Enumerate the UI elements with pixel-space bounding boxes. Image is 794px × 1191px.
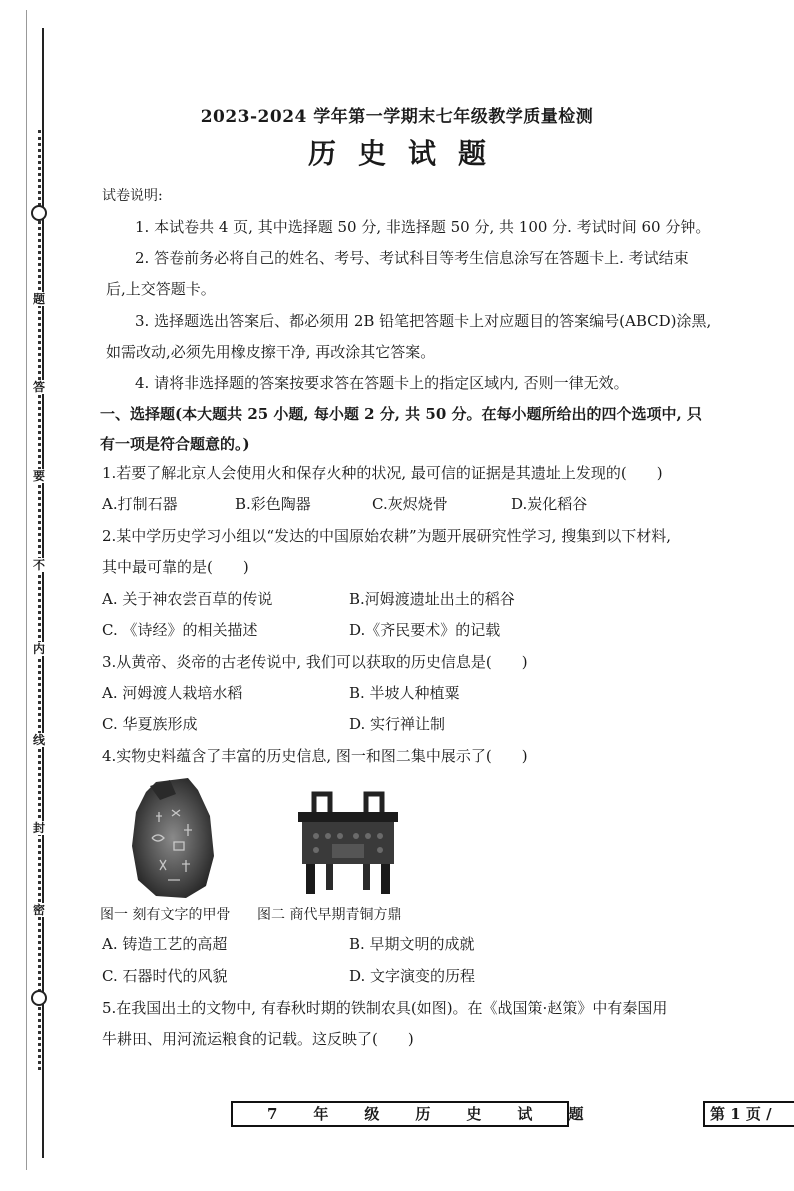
- footer-page-number: 第 1 页 /: [710, 1105, 772, 1123]
- q5-stem-line1: 5.在我国出土的文物中, 有春秋时期的铁制农具(如图)。在《战国策·赵策》中有秦国用: [102, 999, 668, 1017]
- bronze-ding-image: [288, 788, 408, 898]
- q2-option-b: B.河姆渡遗址出土的稻谷: [349, 590, 515, 608]
- q3-option-d: D. 实行禅让制: [349, 715, 446, 733]
- exam-title: 2023-2024 学年第一学期末七年级教学质量检测: [200, 107, 594, 127]
- instruction-2-line2: 后,上交答题卡。: [106, 280, 216, 298]
- binding-outer-line: [26, 10, 27, 1170]
- q4-option-d: D. 文字演变的历程: [349, 967, 476, 985]
- q1-option-b: B.彩色陶器: [235, 495, 311, 513]
- binding-char-4: 不: [30, 558, 48, 572]
- figure2-bronze-ding: [288, 788, 408, 898]
- binding-char-3: 要: [30, 469, 48, 483]
- q2-option-c: C. 《诗经》的相关描述: [102, 621, 258, 639]
- binding-dotted-line: [38, 130, 41, 1070]
- q2-stem-line1: 2.某中学历史学习小组以“发达的中国原始农耕”为题开展研究性学习, 搜集到以下材料,: [102, 527, 671, 545]
- q2-stem-line2: 其中最可靠的是( ): [102, 558, 249, 576]
- footer-subject: 7年级历史试题: [267, 1105, 620, 1123]
- q1-option-c: C.灰烬烧骨: [372, 495, 448, 513]
- q5-stem-line2: 牛耕田、用河流运粮食的记载。这反映了( ): [102, 1030, 414, 1048]
- figure2-caption: 图二 商代早期青铜方鼎: [257, 907, 402, 923]
- binding-char-5: 内: [30, 642, 48, 656]
- q4-option-a: A. 铸造工艺的高超: [102, 935, 228, 953]
- oracle-bone-image: [126, 776, 218, 900]
- instructions-heading: 试卷说明:: [102, 188, 163, 204]
- binding-char-6: 线: [30, 733, 48, 747]
- binding-char-8: 密: [30, 903, 48, 917]
- q3-option-c: C. 华夏族形成: [102, 715, 198, 733]
- q4-option-c: C. 石器时代的风貌: [102, 967, 228, 985]
- instruction-3-line2: 如需改动,必须先用橡皮擦干净, 再改涂其它答案。: [106, 343, 436, 361]
- binding-char-2: 答: [30, 380, 48, 394]
- binding-hole-bottom: [31, 990, 47, 1006]
- binding-hole-top: [31, 205, 47, 221]
- q3-option-b: B. 半坡人种植粟: [349, 684, 460, 702]
- instruction-1: 1. 本试卷共 4 页, 其中选择题 50 分, 非选择题 50 分, 共 100 分. 考试时间 60 分钟。: [135, 218, 711, 236]
- q1-stem: 1.若要了解北京人会使用火和保存火种的状况, 最可信的证据是其遗址上发现的( ): [102, 464, 663, 482]
- q2-option-d: D.《齐民要术》的记载: [349, 621, 501, 639]
- q1-option-a: A.打制石器: [102, 495, 178, 513]
- q2-option-a: A. 关于神农尝百草的传说: [102, 590, 273, 608]
- binding-char-7: 封: [30, 821, 48, 835]
- instruction-3-line1: 3. 选择题选出答案后、都必须用 2B 铅笔把答题卡上对应题目的答案编号(ABCD)涂黑,: [135, 312, 712, 330]
- q3-stem: 3.从黄帝、炎帝的古老传说中, 我们可以获取的历史信息是( ): [102, 653, 528, 671]
- binding-char-1: 题: [30, 292, 48, 306]
- figure1-caption: 图一 刻有文字的甲骨: [100, 907, 231, 923]
- instruction-2-line1: 2. 答卷前务必将自己的姓名、考号、考试科目等考生信息涂写在答题卡上. 考试结束: [135, 249, 689, 267]
- figure1-oracle-bone: [126, 776, 218, 900]
- section1-heading-line1: 一、选择题(本大题共 25 小题, 每小题 2 分, 共 50 分。在每小题所给出的四个选项中, 只: [100, 405, 702, 423]
- subject-title: 历史试题: [307, 137, 508, 170]
- instruction-4: 4. 请将非选择题的答案按要求答在答题卡上的指定区域内, 否则一律无效。: [135, 374, 629, 392]
- q4-stem: 4.实物史料蕴含了丰富的历史信息, 图一和图二集中展示了( ): [102, 747, 528, 765]
- q3-option-a: A. 河姆渡人栽培水稻: [102, 684, 243, 702]
- binding-line: [42, 28, 44, 1158]
- q1-option-d: D.炭化稻谷: [511, 495, 588, 513]
- q4-option-b: B. 早期文明的成就: [349, 935, 475, 953]
- section1-heading-line2: 有一项是符合题意的。): [100, 435, 250, 453]
